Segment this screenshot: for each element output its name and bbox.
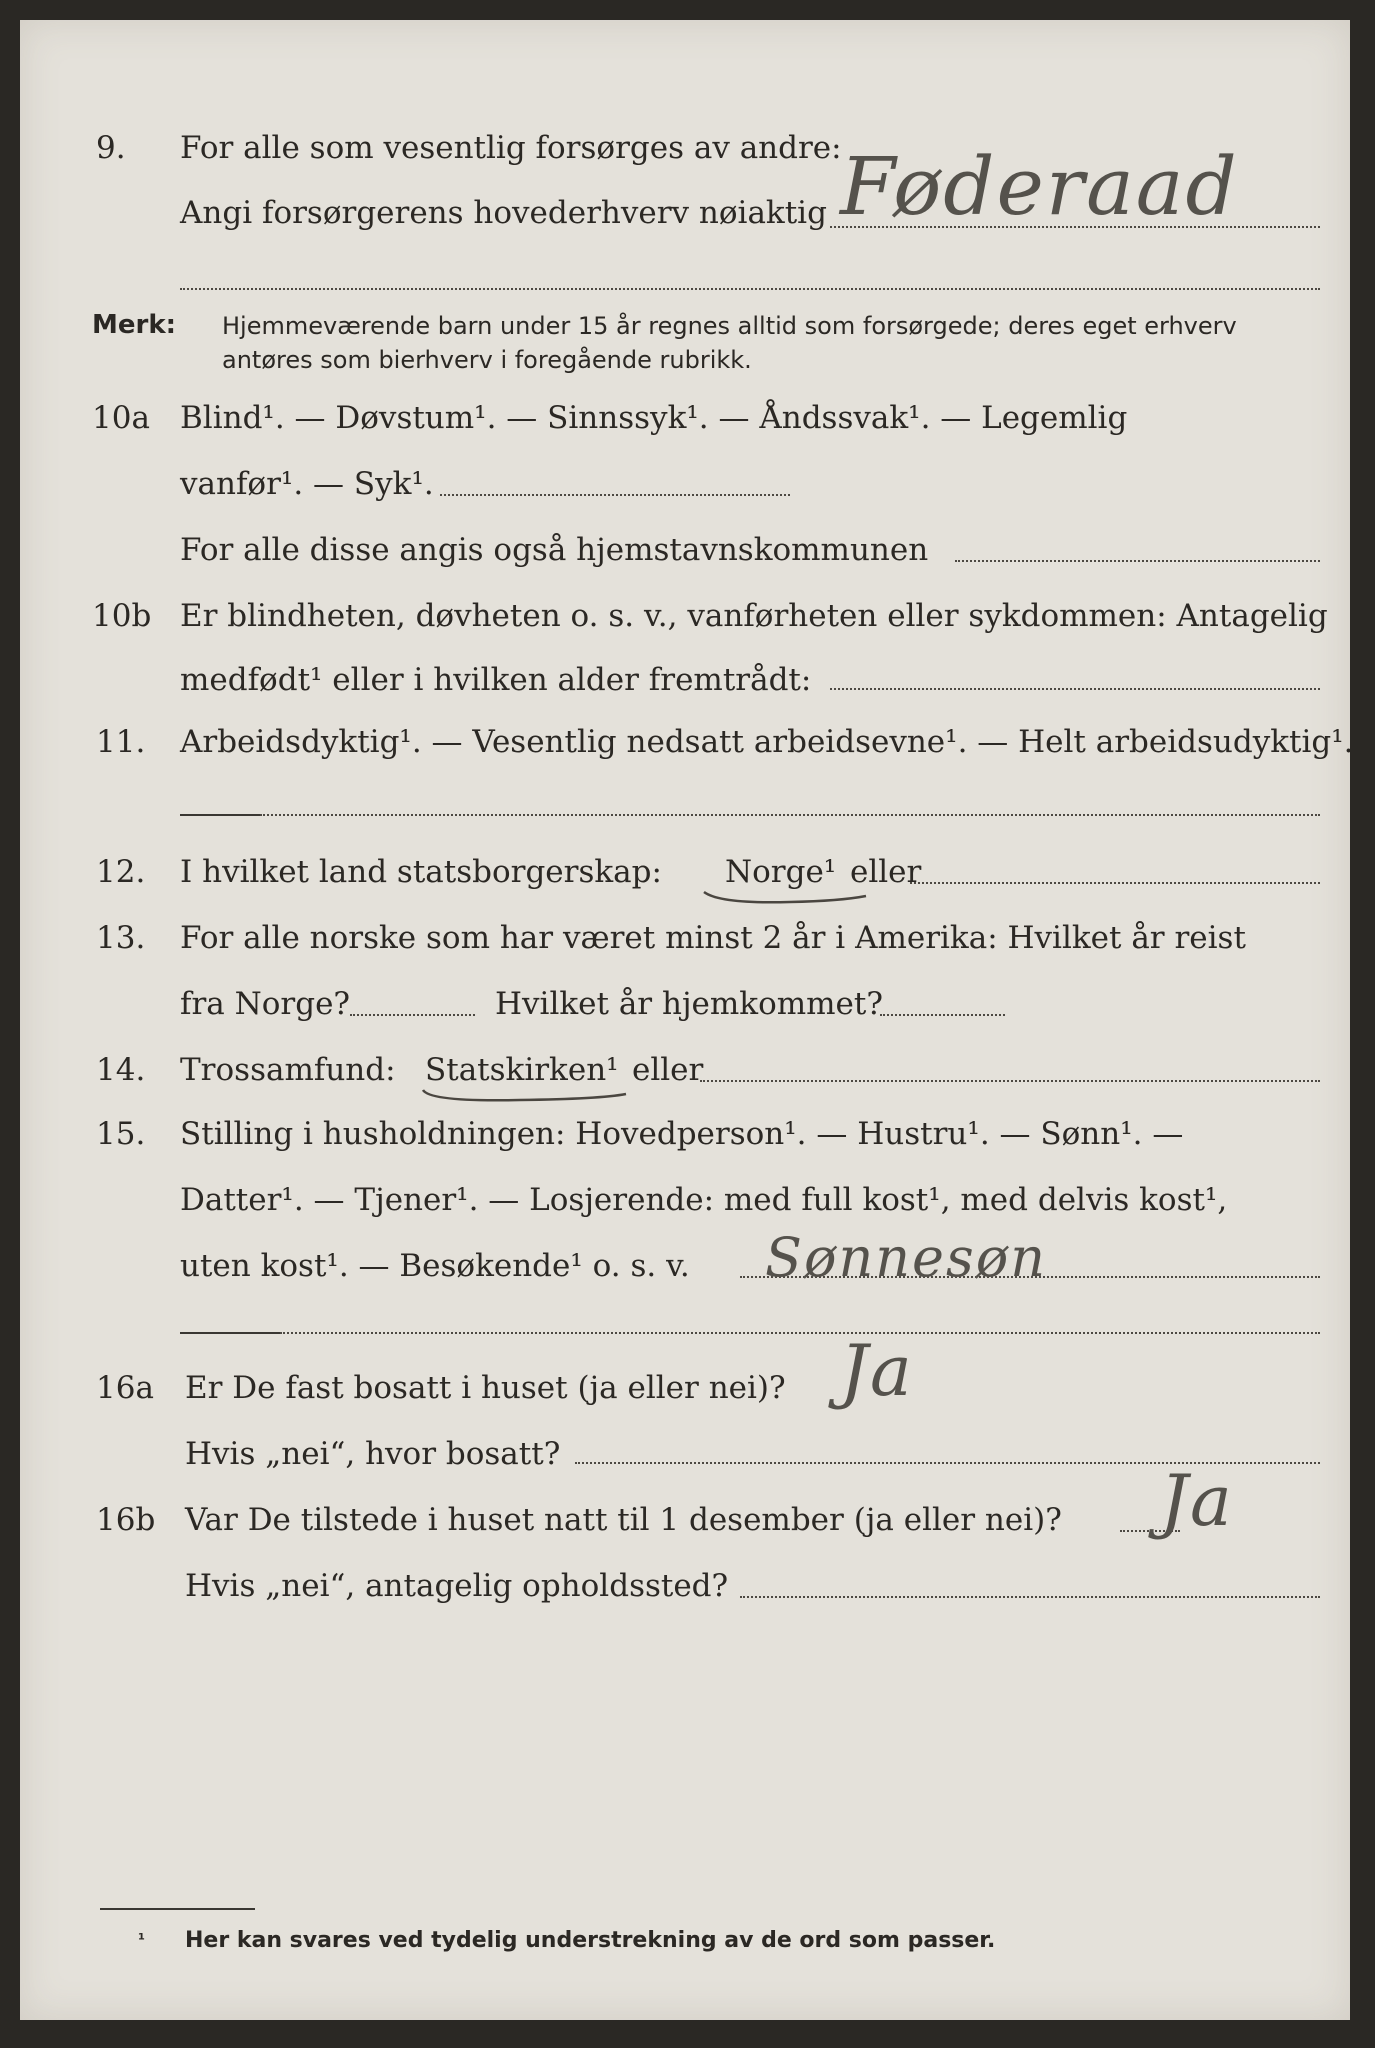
q13-hjemkommet-line bbox=[880, 1014, 1005, 1016]
q12-line1a: I hvilket land statsborgerskap: bbox=[180, 854, 662, 890]
q12-number: 12. bbox=[96, 854, 146, 890]
q10b-line2: medfødt¹ eller i hvilken alder fremtrådt: bbox=[180, 662, 812, 698]
q16b-number: 16b bbox=[96, 1502, 156, 1538]
q13-reist-line bbox=[350, 1014, 475, 1016]
q16a-line2: Hvis „nei“, hvor bosatt? bbox=[185, 1436, 561, 1472]
q10a-line1: Blind¹. — Døvstum¹. — Sinnssyk¹. — Åndssvak¹. — Legemlig bbox=[180, 400, 1128, 436]
q13-line1: For alle norske som har været minst 2 år i Amerika: Hvilket år reist bbox=[180, 920, 1246, 956]
census-form-page bbox=[20, 20, 1354, 2020]
q14-line1a: Trossamfund: bbox=[180, 1052, 396, 1088]
q16b-line2: Hvis „nei“, antagelig opholdssted? bbox=[185, 1568, 729, 1604]
q14-statskirken: Statskirken¹ bbox=[425, 1052, 619, 1088]
q11-line1: Arbeidsdyktig¹. — Vesentlig nedsatt arbeidsevne¹. — Helt arbeidsudyktig¹. bbox=[180, 724, 1354, 760]
q15-number: 15. bbox=[96, 1116, 146, 1152]
merk-line1: Hjemmeværende barn under 15 år regnes alltid som forsørgede; deres eget erhverv bbox=[222, 312, 1237, 340]
q12-norge-underline bbox=[700, 886, 870, 910]
q16a-handwritten-answer: Ja bbox=[840, 1330, 914, 1412]
q16b-line1: Var De tilstede i huset natt til 1 desember (ja eller nei)? bbox=[185, 1502, 1062, 1538]
q10a-syk-line bbox=[440, 494, 790, 496]
footnote-text: Her kan svares ved tydelig understrekning av de ord som passer. bbox=[185, 1928, 996, 1953]
q15-line2: Datter¹. — Tjener¹. — Losjerende: med full kost¹, med delvis kost¹, bbox=[180, 1182, 1228, 1218]
q9-extra-line bbox=[180, 288, 1320, 290]
q10b-line1: Er blindheten, døvheten o. s. v., vanførheten eller sykdommen: Antagelig bbox=[180, 598, 1328, 634]
q14-number: 14. bbox=[96, 1052, 146, 1088]
q10b-alder-line bbox=[830, 688, 1320, 690]
q16a-line1: Er De fast bosatt i huset (ja eller nei)? bbox=[185, 1370, 786, 1406]
q15-line3: uten kost¹. — Besøkende¹ o. s. v. bbox=[180, 1248, 690, 1284]
q10a-line2: vanfør¹. — Syk¹. bbox=[180, 466, 434, 502]
q11-number: 11. bbox=[96, 724, 146, 760]
q14-eller: eller bbox=[632, 1052, 704, 1088]
q13-line2a: fra Norge? bbox=[180, 986, 351, 1022]
q10a-kommune-line bbox=[955, 560, 1320, 562]
q11-solid-line bbox=[180, 814, 260, 816]
q15-extra-line bbox=[280, 1332, 1320, 1334]
q10a-line3: For alle disse angis også hjemstavnskommunen bbox=[180, 532, 929, 568]
q12-norge: Norge¹ bbox=[725, 854, 837, 890]
footnote-mark: ¹ bbox=[138, 1930, 146, 1949]
q11-answer-line bbox=[260, 814, 1320, 816]
q15-solid-line bbox=[180, 1332, 280, 1334]
q9-handwritten-answer: Føderaad bbox=[840, 140, 1239, 233]
q9-line2: Angi forsørgerens hovederhverv nøiaktig bbox=[180, 195, 827, 231]
merk-label: Merk: bbox=[92, 310, 177, 340]
q9-number: 9. bbox=[96, 130, 126, 166]
merk-line2: antøres som bierhverv i foregående rubrikk. bbox=[222, 346, 752, 374]
q13-line2b: Hvilket år hjemkommet? bbox=[495, 986, 883, 1022]
q9-line1: For alle som vesentlig forsørges av andre: bbox=[180, 130, 842, 166]
q13-number: 13. bbox=[96, 920, 146, 956]
q10b-number: 10b bbox=[92, 598, 152, 634]
footnote-separator bbox=[100, 1908, 255, 1910]
q16a-number: 16a bbox=[96, 1370, 154, 1406]
q16b-handwritten-answer: Ja bbox=[1160, 1460, 1234, 1542]
q14-answer-line bbox=[700, 1080, 1320, 1082]
q15-handwritten-answer: Sønnesøn bbox=[765, 1226, 1048, 1289]
q16b-opholdssted-line bbox=[740, 1596, 1320, 1598]
q12-answer-line bbox=[910, 882, 1320, 884]
q10a-number: 10a bbox=[92, 400, 150, 436]
q15-line1: Stilling i husholdningen: Hovedperson¹. — Hustru¹. — Sønn¹. — bbox=[180, 1116, 1184, 1152]
q14-statskirken-underline bbox=[420, 1086, 630, 1110]
q12-eller: eller bbox=[850, 854, 922, 890]
